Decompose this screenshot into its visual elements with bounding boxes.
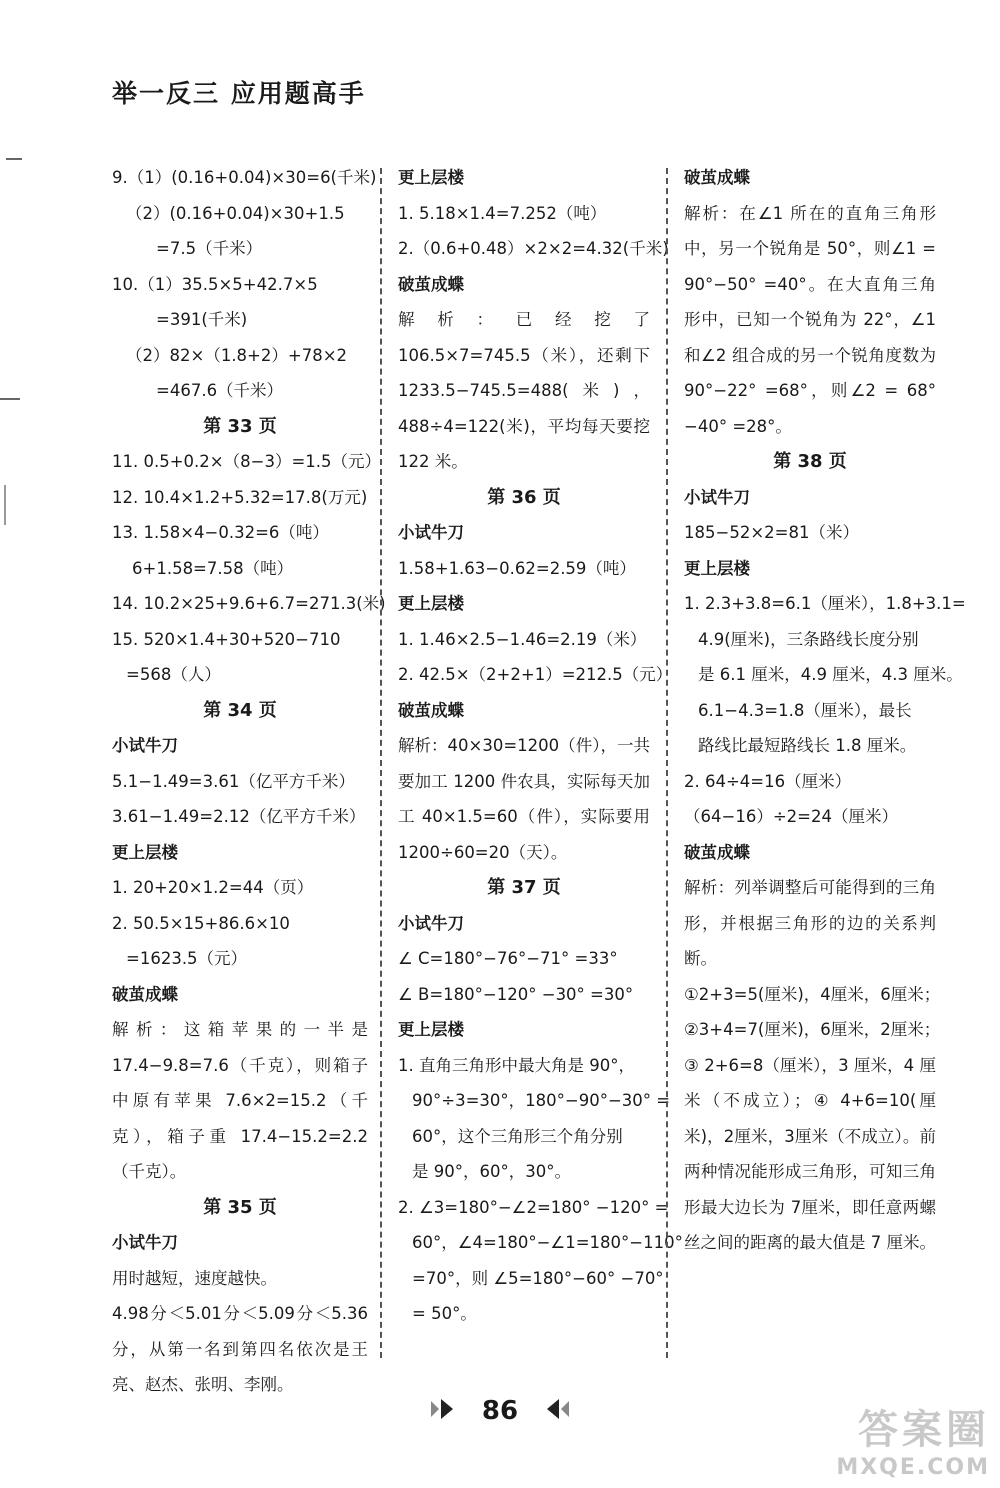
answer-line: 1. 5.18×1.4=7.252（吨） [398, 203, 607, 223]
page-heading: 第 34 页 [203, 699, 277, 721]
answer-line: 60°，∠4=180°−∠1=180°−110° [412, 1233, 683, 1252]
book-title: 举一反三 应用题高手 [112, 79, 366, 108]
answer-line: 是 6.1 厘米，4.9 厘米，4.3 厘米。 [698, 665, 963, 684]
answer-line: 5.1−1.49=3.61（亿平方千米） [112, 771, 355, 791]
answer-line: 2.（0.6+0.48）×2×2=4.32(千米) [398, 239, 669, 258]
section-label: 更上层楼 [398, 168, 464, 187]
answer-column-3 [684, 160, 966, 1261]
arrow-left-icon [541, 1397, 571, 1425]
answer-line: =1623.5（元） [126, 949, 248, 968]
answer-line: 60°，这个三角形三个角分别 [412, 1126, 623, 1146]
answer-line: 4.9(厘米)，三条路线长度分别 [698, 629, 919, 649]
section-label: 破茧成蝶 [398, 274, 464, 294]
column-divider [380, 168, 382, 1358]
answer-line: 15. 520×1.4+30+520−710 [112, 629, 341, 649]
column-divider [666, 168, 668, 1358]
answer-line: 9.（1）(0.16+0.04)×30=6(千米) [112, 168, 377, 187]
section-label: 破茧成蝶 [112, 984, 178, 1004]
answer-column-1 [112, 160, 386, 1403]
explanation-paragraph: 解析：在∠1 所在的直角三角形中，另一个锐角是 50°，则∠1 = 90°−50° =40°。在大直角三角形中，已知一个锐角为 22°，∠1 和∠2 组合成的另一个锐角度数为 90°−22° =68°，则∠2 = 68°−40° =28°。 [684, 203, 936, 436]
explanation-paragraph: ③ 2+6=8（厘米），3 厘米，4 厘米（不成立）；④ 4+6=10(厘米)，2厘米，3厘米（不成立）。前两种情况能形成三角形，可知三角形最大边长为 7厘米，即任意两螺丝之间的距离的最大值是 7 厘米。 [684, 1055, 936, 1252]
site-watermark [836, 1398, 990, 1480]
answer-column-2 [398, 160, 683, 1332]
section-label: 破茧成蝶 [684, 168, 750, 187]
section-label: 更上层楼 [112, 842, 178, 862]
section-label: 小试牛刀 [398, 913, 464, 933]
answer-line: = 50°。 [412, 1304, 477, 1323]
section-label: 破茧成蝶 [684, 842, 750, 862]
section-label: 更上层楼 [398, 1020, 464, 1039]
section-label: 小试牛刀 [398, 523, 464, 542]
page-heading: 第 35 页 [203, 1196, 277, 1218]
answer-line: 2. 64÷4=16（厘米） [684, 771, 852, 791]
section-label: 小试牛刀 [684, 487, 750, 507]
scan-mark [6, 158, 22, 160]
answer-line: =391(千米) [156, 310, 248, 329]
section-label: 破茧成蝶 [398, 700, 464, 720]
answer-line: ∠ B=180°−120° −30° =30° [398, 984, 634, 1004]
watermark-site: MXQE.COM [836, 1455, 990, 1480]
section-label: 更上层楼 [398, 594, 464, 613]
answer-line: 1. 2.3+3.8=6.1（厘米），1.8+3.1= [684, 594, 966, 613]
explanation-paragraph: 解析：40×30=1200（件），一共要加工 1200 件农具，实际每天加工 40×1.5=60（件），实际要用 1200÷60=20（天）。 [398, 736, 650, 862]
answer-line: =568（人） [126, 665, 221, 684]
answer-line: 2. ∠3=180°−∠2=180° −120° = [398, 1197, 669, 1217]
scan-mark [0, 398, 20, 400]
answer-line: 11. 0.5+0.2×（8−3）=1.5（元） [112, 452, 382, 471]
section-label: 更上层楼 [684, 558, 750, 578]
explanation-paragraph: 解析：列举调整后可能得到的三角形，并根据三角形的边的关系判断。 [684, 878, 936, 968]
answer-line: （64−16）÷2=24（厘米） [684, 807, 898, 826]
explanation-paragraph: 解析：已经挖了 106.5×7=745.5（米），还剩下 1233.5−745.5=488(米)，488÷4=122(米)，平均每天要挖 122 米。 [398, 310, 650, 471]
answer-line: 是 90°，60°，30°。 [412, 1162, 571, 1181]
answer-line: 12. 10.4×1.2+5.32=17.8(万元) [112, 487, 368, 507]
answer-line: 10.（1）35.5×5+42.7×5 [112, 274, 318, 294]
arrow-right-icon [429, 1397, 459, 1425]
answer-line: 1. 1.46×2.5−1.46=2.19（米） [398, 629, 647, 649]
answer-line: （2）82×（1.8+2）+78×2 [126, 345, 348, 365]
answer-line: 13. 1.58×4−0.32=6（吨） [112, 523, 329, 542]
answer-line: ②3+4=7(厘米)，6厘米，2厘米； [684, 1020, 941, 1039]
answer-line: 2. 50.5×15+86.6×10 [112, 913, 290, 933]
answer-line: =70°，则 ∠5=180°−60° −70° [412, 1268, 664, 1288]
answer-line: 3.61−1.49=2.12（亿平方千米） [112, 807, 366, 826]
page-number: 86 [481, 1396, 519, 1426]
answer-line: 用时越短，速度越快。 [112, 1268, 277, 1288]
page-heading: 第 36 页 [487, 486, 561, 508]
answer-line: 路线比最短路线长 1.8 厘米。 [698, 736, 917, 755]
page-heading: 第 33 页 [203, 415, 277, 437]
answer-line: =7.5（千米） [156, 239, 263, 258]
answer-line: 6+1.58=7.58（吨） [132, 558, 294, 578]
answer-line: 1. 20+20×1.2=44（页） [112, 878, 314, 897]
watermark-logo-text: 答案圈 [858, 1407, 990, 1453]
section-label: 小试牛刀 [112, 736, 178, 755]
answer-line: 14. 10.2×25+9.6+6.7=271.3(米) [112, 594, 386, 613]
explanation-paragraph: 4.98分＜5.01分＜5.09分＜5.36分，从第一名到第四名依次是王亮、赵杰、张明、李刚。 [112, 1304, 368, 1394]
answer-line: 1. 直角三角形中最大角是 90°， [398, 1055, 635, 1075]
answer-line: 2. 42.5×（2+2+1）=212.5（元） [398, 665, 673, 684]
scan-mark [4, 485, 6, 525]
page-heading: 第 37 页 [487, 877, 561, 898]
answer-line: =467.6（千米） [156, 381, 284, 400]
answer-line: 1.58+1.63−0.62=2.59（吨） [398, 558, 636, 578]
answer-line: 90°÷3=30°，180°−90°−30° = [412, 1091, 671, 1110]
answer-line: （2）(0.16+0.04)×30+1.5 [126, 203, 345, 223]
answer-line: 185−52×2=81（米） [684, 523, 859, 542]
answer-line: 6.1−4.3=1.8（厘米），最长 [698, 700, 912, 720]
page-heading: 第 38 页 [773, 451, 847, 472]
section-label: 小试牛刀 [112, 1233, 178, 1252]
explanation-paragraph: 解析：这箱苹果的一半是 17.4−9.8=7.6（千克），则箱子中原有苹果 7.6×2=15.2（千克），箱子重 17.4−15.2=2.2（千克）。 [112, 1020, 368, 1181]
answer-line: ①2+3=5(厘米)，4厘米，6厘米； [684, 984, 941, 1004]
answer-line: ∠ C=180°−76°−71° =33° [398, 949, 618, 968]
